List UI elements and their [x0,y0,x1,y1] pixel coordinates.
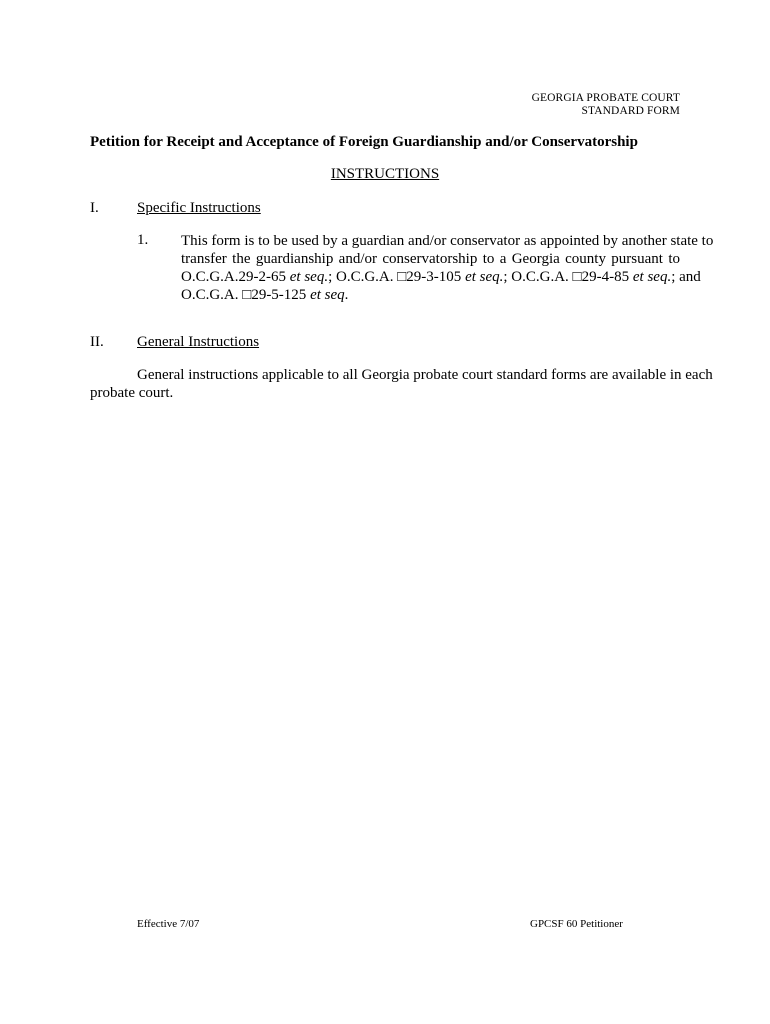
form-header [532,92,680,118]
general-instructions-text [90,366,713,402]
instructions-heading: INSTRUCTIONS [330,166,440,182]
form-type: STANDARD FORM [581,105,680,117]
item-1-line-4: O.C.G.A. □29-5-125 et seq. [181,287,349,303]
section-1-title: Specific Instructions [137,200,261,216]
footer-effective-date: Effective 7/07 [137,918,200,930]
general-line-2: probate court. [90,385,174,401]
section-2-title: General Instructions [137,334,260,350]
general-line-1: General instructions applicable to all Georgia probate court standard forms are available in each [137,367,713,383]
section-1-numeral: I. [90,200,99,216]
item-1-number: 1. [137,232,149,248]
document-title: Petition for Receipt and Acceptance of Foreign Guardianship and/or Conservatorship [90,134,638,150]
item-1-line-3: O.C.G.A.29-2-65 et seq.; O.C.G.A. □29-3-105 et seq.; O.C.G.A. □29-4-85 et seq.; and [181,269,701,285]
footer-form-id: GPCSF 60 Petitioner [530,918,623,930]
section-2-numeral: II. [90,334,104,350]
item-1-text [181,232,714,304]
item-1-line-2: transfer the guardianship and/or conservatorship to a Georgia county pursuant to [181,251,680,267]
court-name: GEORGIA PROBATE COURT [531,92,680,104]
item-1-line-1: This form is to be used by a guardian and/or conservator as appointed by another state to [181,233,714,249]
